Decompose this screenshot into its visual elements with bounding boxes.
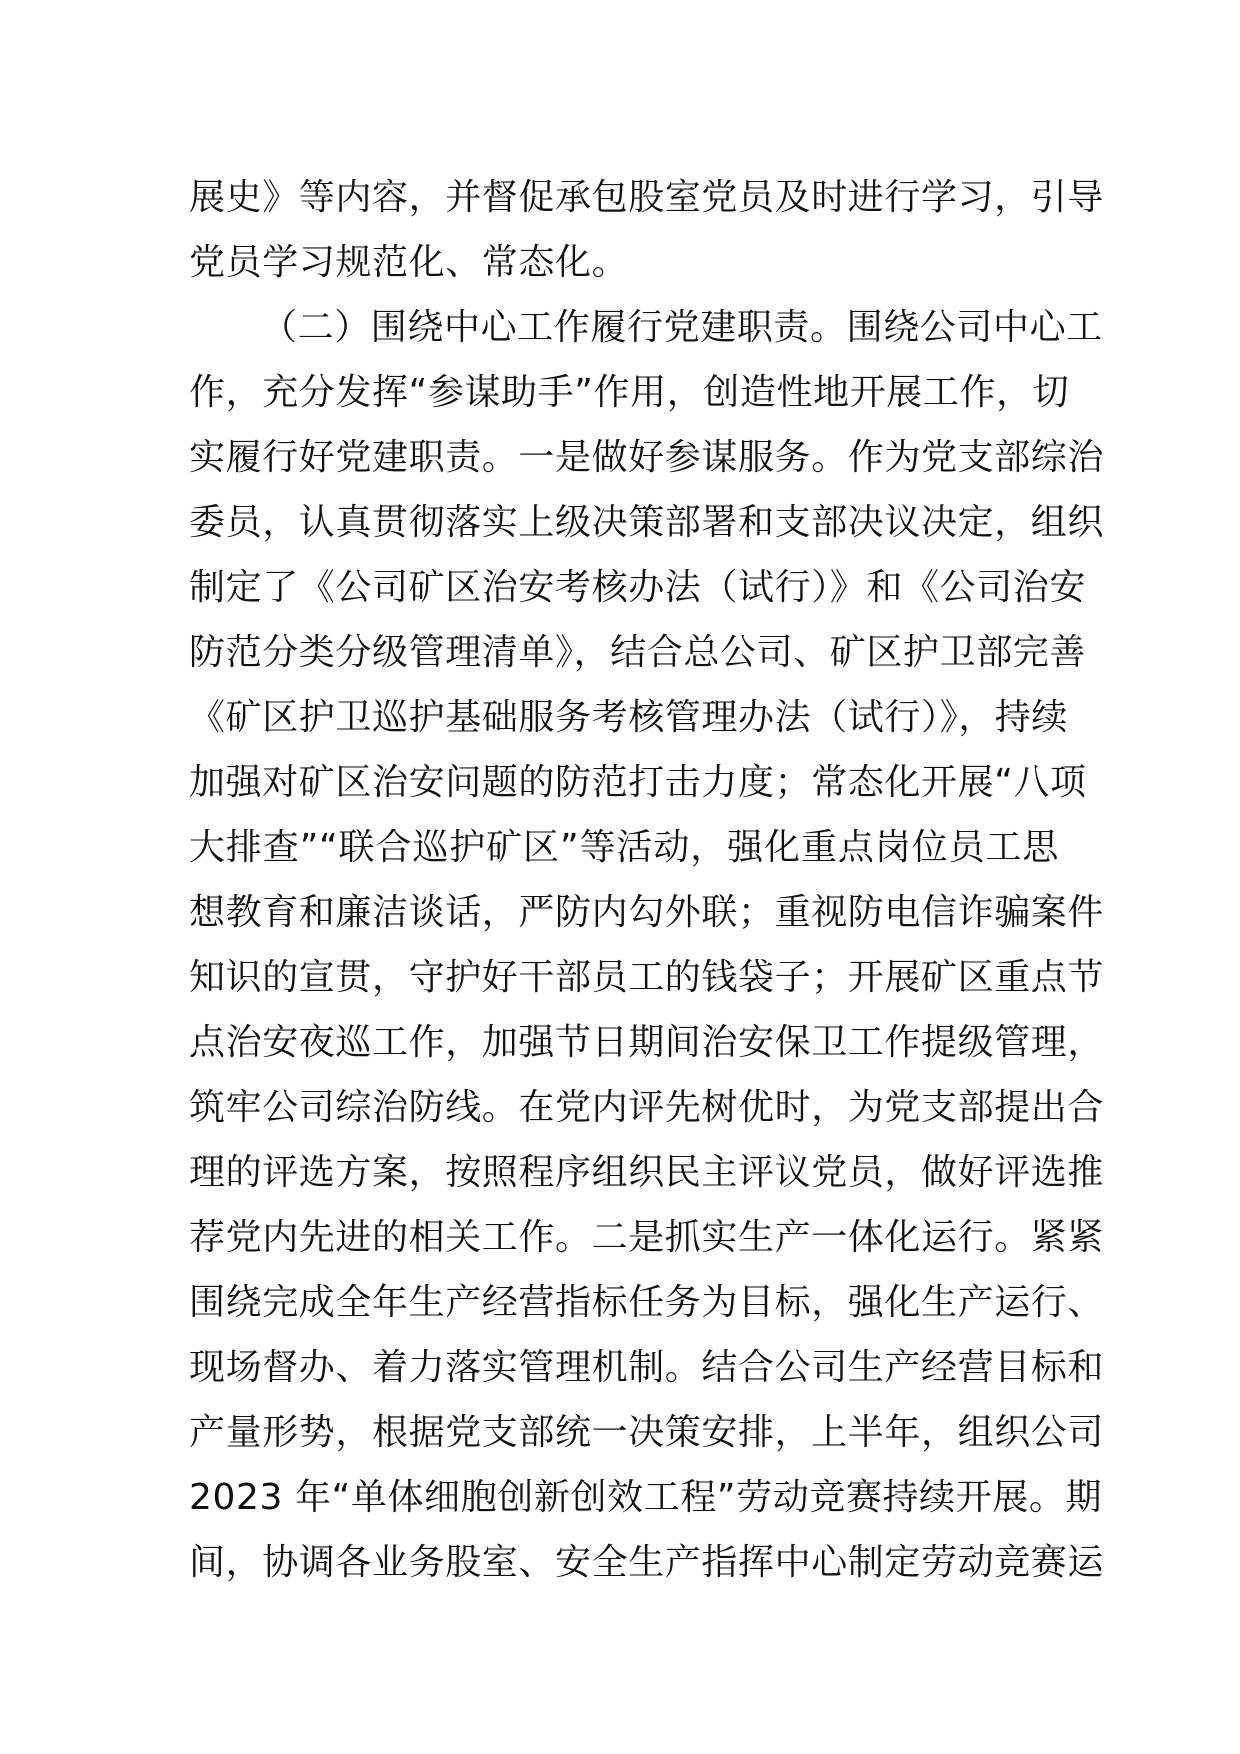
body-text-line: 现场督办、着力落实管理机制。结合公司生产经营目标和 bbox=[189, 1347, 1105, 1388]
body-text-line: 想教育和廉洁谈话，严防内勾外联；重视防电信诈骗案件 bbox=[189, 892, 1105, 933]
body-text-line: 制定了《公司矿区治安考核办法（试行）》和《公司治安 bbox=[189, 567, 1087, 608]
body-text-line: 党员学习规范化、常态化。 bbox=[189, 242, 629, 283]
body-text-line: 加强对矿区治安问题的防范打击力度；常态化开展“八项 bbox=[189, 762, 1087, 803]
body-text-line: 产量形势，根据党支部统一决策安排，上半年，组织公司 bbox=[189, 1412, 1105, 1453]
body-text-line: 大排查”“联合巡护矿区”等活动，强化重点岗位员工思 bbox=[189, 827, 1059, 868]
body-text-line: 筑牢公司综治防线。在党内评先树优时，为党支部提出合 bbox=[189, 1087, 1105, 1128]
body-text-line: 理的评选方案，按照程序组织民主评议党员，做好评选推 bbox=[189, 1152, 1105, 1193]
body-text-line: 围绕完成全年生产经营指标任务为目标，强化生产运行、 bbox=[189, 1282, 1105, 1323]
body-text-line: 实履行好党建职责。一是做好参谋服务。作为党支部综治 bbox=[189, 437, 1105, 478]
body-text-line: 荐党内先进的相关工作。二是抓实生产一体化运行。紧紧 bbox=[189, 1217, 1105, 1258]
paragraph-heading-line: （二）围绕中心工作履行党建职责。围绕公司中心工 bbox=[261, 307, 1103, 348]
body-text-line: 作，充分发挥“参谋助手”作用，创造性地开展工作，切 bbox=[189, 372, 1070, 413]
body-text-line: 点治安夜巡工作，加强节日期间治安保卫工作提级管理， bbox=[189, 1022, 1105, 1063]
body-text-line: 《矿区护卫巡护基础服务考核管理办法（试行）》，持续 bbox=[189, 697, 1069, 738]
body-text-line: 知识的宣贯，守护好干部员工的钱袋子；开展矿区重点节 bbox=[189, 957, 1105, 998]
body-text-line: 2023 年“单体细胞创新创效工程”劳动竞赛持续开展。期 bbox=[189, 1477, 1103, 1518]
body-text-line: 防范分类分级管理清单》，结合总公司、矿区护卫部完善 bbox=[189, 632, 1087, 673]
body-text-line: 展史》等内容，并督促承包股室党员及时进行学习，引导 bbox=[189, 177, 1105, 218]
body-text-line: 间，协调各业务股室、安全生产指挥中心制定劳动竞赛运 bbox=[189, 1542, 1105, 1583]
body-text-line: 委员，认真贯彻落实上级决策部署和支部决议决定，组织 bbox=[189, 502, 1105, 543]
